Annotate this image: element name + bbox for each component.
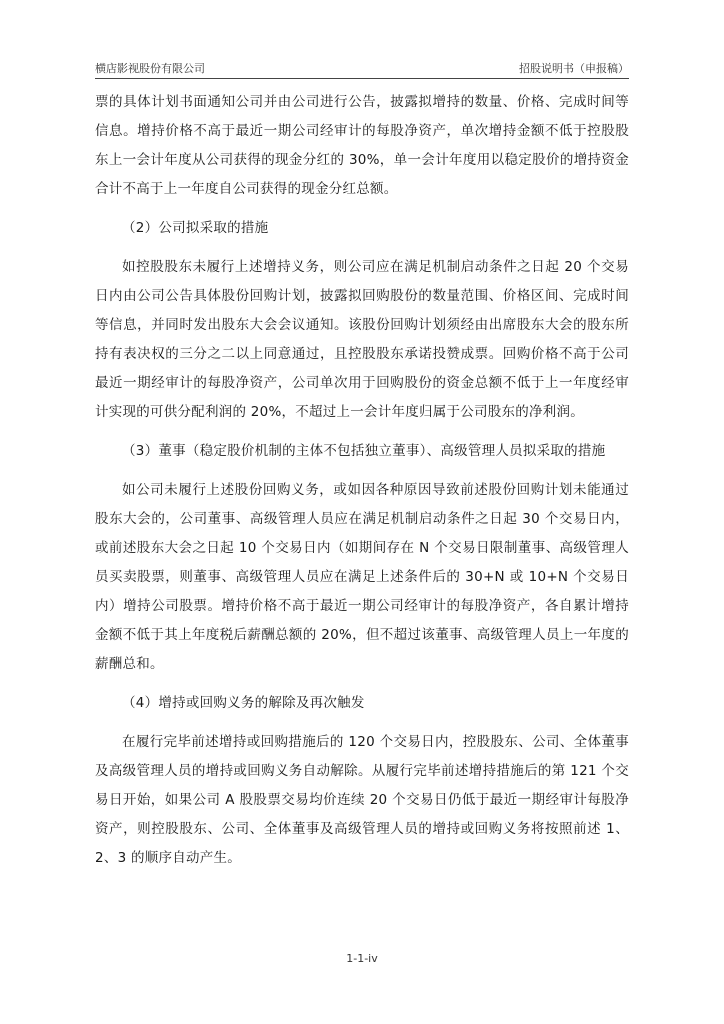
section-heading-director-measures: （3）董事（稳定股价机制的主体不包括独立董事）、高级管理人员拟采取的措施 (122, 443, 606, 459)
document-body (95, 88, 629, 883)
page-number: 1-1-iv (346, 952, 378, 965)
section-heading-company-measures: （2）公司拟采取的措施 (122, 220, 269, 236)
header-company-name: 横店影视股份有限公司 (95, 62, 205, 75)
paragraph-continuation: 票的具体计划书面通知公司并由公司进行公告，披露拟增持的数量、价格、完成时间等信息。增持价格不高于最近一期公司经审计的每股净资产，单次增持金额不低于控股股东上一会计年度从公司获得的现金分红的 30%，单一会计年度用以稳定股价的增持资金合计不高于上一年度自公司获得的现金分红总额。 (95, 94, 629, 197)
page-header (95, 55, 629, 77)
header-document-type: 招股说明书（申报稿） (519, 62, 629, 75)
paragraph-obligation-release: 在履行完毕前述增持或回购措施后的 120 个交易日内，控股股东、公司、全体董事及高级管理人员的增持或回购义务自动解除。从履行完毕前述增持措施后的第 121 个交易日开始，如果公司 A 股股票交易均价连续 20 个交易日仍低于最近一期经审计每股净资产，则控股股东、公司、全体董事及高级管理人员的增持或回购义务将按照前述 1、2、3 的顺序自动产生。 (95, 734, 629, 866)
header-divider (95, 78, 629, 79)
paragraph-director-measures: 如公司未履行上述股份回购义务，或如因各种原因导致前述股份回购计划未能通过股东大会的，公司董事、高级管理人员应在满足机制启动条件之日起 30 个交易日内，或前述股东大会之日起 10 个交易日内（如期间存在 N 个交易日限制董事、高级管理人员买卖股票，则董事、高级管理人员应在满足上述条件后的 30+N 或 10+N 个交易日内）增持公司股票。增持价格不高于最近一期公司经审计的每股净资产，各自累计增持金额不低于其上年度税后薪酬总额的 20%，但不超过该董事、高级管理人员上一年度的薪酬总和。 (95, 482, 629, 672)
section-heading-obligation-release: （4）增持或回购义务的解除及再次触发 (122, 695, 365, 711)
paragraph-company-measures: 如控股股东未履行上述增持义务，则公司应在满足机制启动条件之日起 20 个交易日内由公司公告具体股份回购计划，披露拟回购股份的数量范围、价格区间、完成时间等信息，并同时发出股东大会会议通知。该股份回购计划须经由出席股东大会的股东所持有表决权的三分之二以上同意通过，且控股股东承诺投赞成票。回购价格不高于公司最近一期经审计的每股净资产，公司单次用于回购股份的资金总额不低于上一年度经审计实现的可供分配利润的 20%，不超过上一会计年度归属于公司股东的净利润。 (95, 259, 629, 420)
